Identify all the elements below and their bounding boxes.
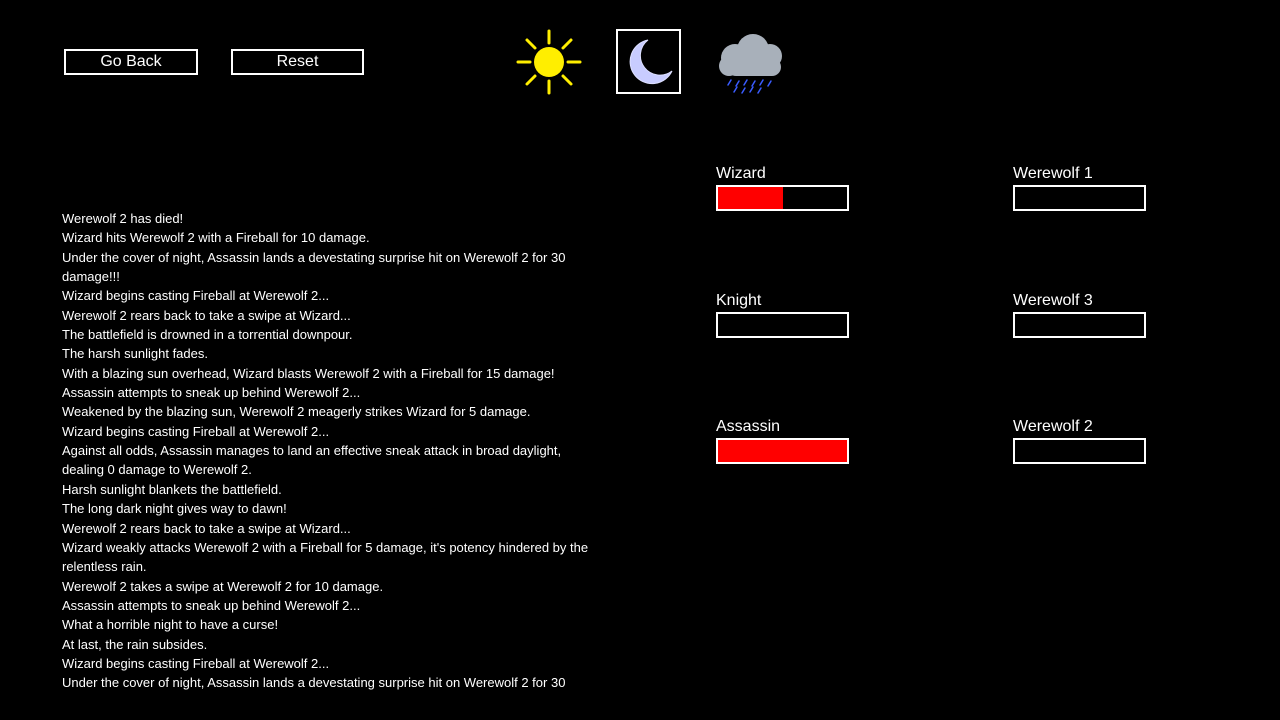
log-line: Under the cover of night, Assassin lands a devestating surprise hit on Werewolf 2 for 30 bbox=[62, 675, 566, 691]
log-line: Against all odds, Assassin manages to land an effective sneak attack in broad daylight, dealing 0 damage to Werewolf 2. bbox=[62, 443, 562, 478]
health-bar bbox=[716, 312, 849, 338]
health-fill bbox=[718, 187, 783, 209]
combat-log bbox=[62, 209, 592, 693]
log-line: The battlefield is drowned in a torrential downpour. bbox=[62, 327, 353, 343]
enemy-unit-werewolf-2[interactable] bbox=[1013, 418, 1153, 464]
enemy-unit-werewolf-1[interactable] bbox=[1013, 165, 1153, 211]
party-unit-assassin[interactable] bbox=[716, 418, 856, 464]
moon-icon[interactable] bbox=[616, 29, 681, 94]
sun-icon[interactable] bbox=[515, 28, 583, 96]
log-line: Assassin attempts to sneak up behind Werewolf 2... bbox=[62, 597, 361, 613]
log-line: Werewolf 2 has died! bbox=[62, 211, 184, 226]
health-fill bbox=[718, 440, 847, 462]
unit-name: Werewolf 2 bbox=[1013, 418, 1093, 435]
log-line: Wizard begins casting Fireball at Werewolf 2... bbox=[62, 655, 330, 671]
log-line: Werewolf 2 rears back to take a swipe at Wizard... bbox=[62, 520, 351, 536]
unit-name: Wizard bbox=[716, 165, 766, 182]
log-line: Wizard weakly attacks Werewolf 2 with a Fireball for 5 damage, it's potency hindered by the relentless rain. bbox=[62, 539, 589, 575]
log-line: Assassin attempts to sneak up behind Werewolf 2... bbox=[62, 385, 361, 401]
log-line: The long dark night gives way to dawn! bbox=[62, 501, 287, 517]
health-bar bbox=[716, 438, 849, 464]
log-line: Werewolf 2 takes a swipe at Werewolf 2 for 10 damage. bbox=[62, 578, 384, 594]
unit-name: Werewolf 3 bbox=[1013, 292, 1093, 309]
log-line: Wizard hits Werewolf 2 with a Fireball for 10 damage. bbox=[62, 230, 370, 246]
party-unit-knight[interactable] bbox=[716, 292, 856, 338]
log-line: Under the cover of night, Assassin lands a devestating surprise hit on Werewolf 2 for 30 damage!!! bbox=[62, 249, 566, 285]
unit-name: Assassin bbox=[716, 418, 781, 435]
rain-cloud-icon[interactable] bbox=[715, 28, 785, 96]
unit-name: Knight bbox=[716, 292, 762, 309]
log-line: At last, the rain subsides. bbox=[62, 636, 208, 652]
log-line: Weakened by the blazing sun, Werewolf 2 meagerly strikes Wizard for 5 damage. bbox=[62, 404, 531, 420]
log-line: The harsh sunlight fades. bbox=[62, 346, 208, 362]
party-unit-wizard[interactable] bbox=[716, 165, 856, 211]
unit-name: Werewolf 1 bbox=[1013, 165, 1093, 182]
go-back-button[interactable]: Go Back bbox=[64, 49, 198, 75]
log-line: With a blazing sun overhead, Wizard blasts Werewolf 2 with a Fireball for 15 damage! bbox=[62, 365, 555, 381]
health-bar bbox=[1013, 185, 1146, 211]
health-bar bbox=[1013, 312, 1146, 338]
health-bar bbox=[1013, 438, 1146, 464]
log-line: Wizard begins casting Fireball at Werewolf 2... bbox=[62, 288, 330, 304]
log-line: Harsh sunlight blankets the battlefield. bbox=[62, 481, 282, 497]
health-bar bbox=[716, 185, 849, 211]
log-line: Werewolf 2 rears back to take a swipe at Wizard... bbox=[62, 307, 351, 323]
log-line: What a horrible night to have a curse! bbox=[62, 617, 279, 633]
reset-button[interactable]: Reset bbox=[231, 49, 364, 75]
enemy-unit-werewolf-3[interactable] bbox=[1013, 292, 1153, 338]
log-line: Wizard begins casting Fireball at Werewolf 2... bbox=[62, 423, 330, 439]
